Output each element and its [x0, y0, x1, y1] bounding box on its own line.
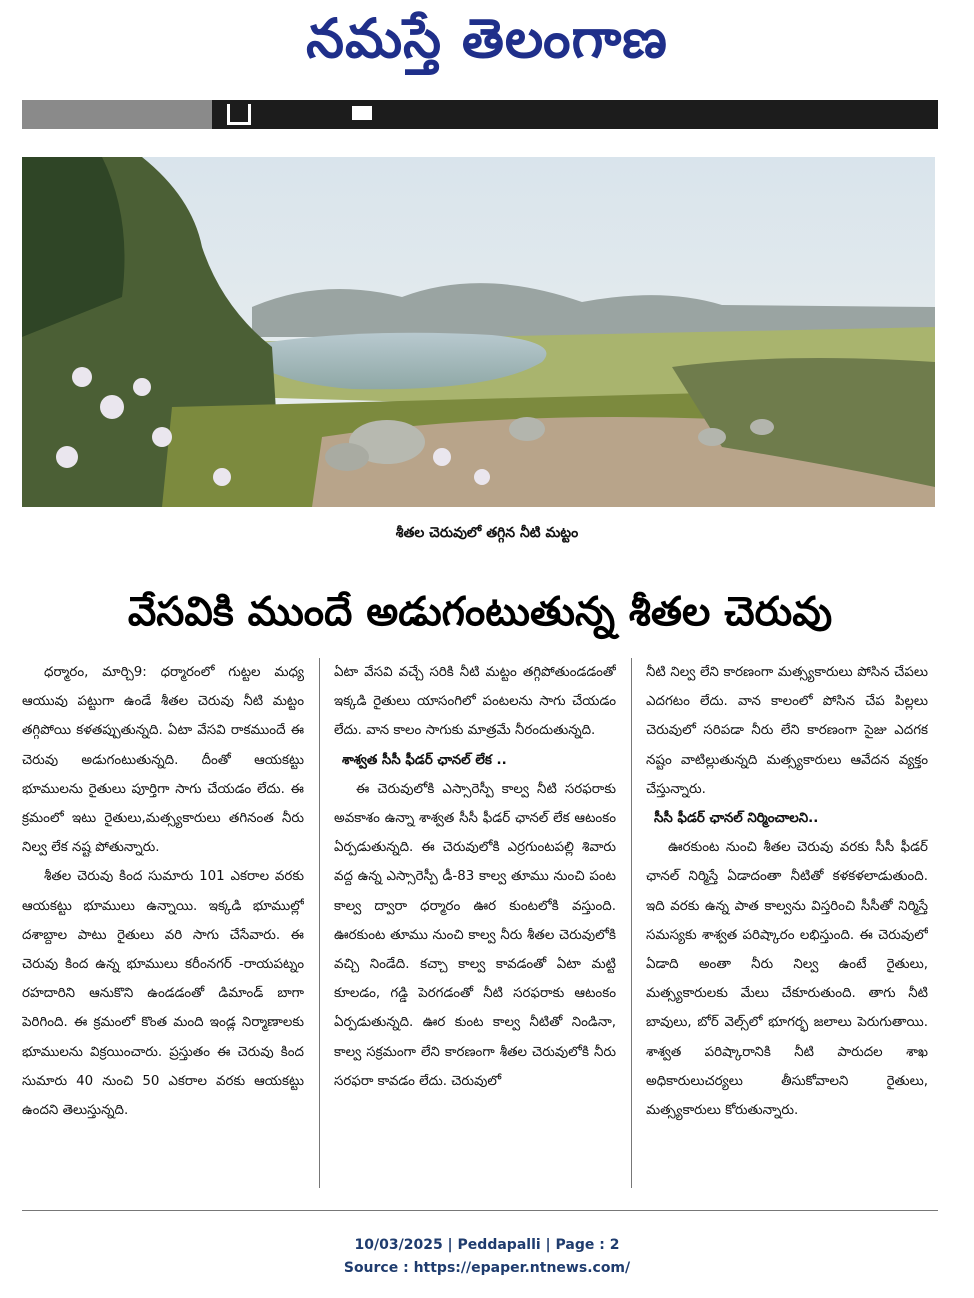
paragraph: నీటి నిల్వ లేని కారణంగా మత్స్యకారులు పోసిన చేపలు ఎదగటం లేదు. వాన కాలంలో పోసిన చేప పిల్లలు చెరువులో సరిపడా నీరు లేని కారణంగా సైజు ఎదగక నష్టం వాటిల్లుతున్నది మత్స్యకారులు ఆవేదన వ్యక్తం చేస్తున్నారు. — [646, 665, 928, 797]
footer-divider — [22, 1210, 938, 1211]
section-bar — [22, 100, 938, 129]
subheading: శాశ్వత సీసీ ఫీడర్ ఛానల్ లేక .. — [342, 752, 507, 768]
subheading: సీసీ ఫీడర్ ఛానల్ నిర్మించాలని.. — [654, 811, 819, 827]
newspaper-logo: నమస్తే తెలంగాణ — [306, 7, 668, 70]
source-link[interactable]: Source : https://epaper.ntnews.com/ — [343, 1260, 631, 1276]
paragraph: ఈ చెరువులోకి ఎస్సారెస్పీ కాల్వ నీటి సరఫరాకు అవకాశం ఉన్నా శాశ్వత సీసీ ఫీడర్ ఛానల్ లేక ఆటంకం ఏర్పడుతున్నది. ఈ చెరువులోకి ఎర్రగుంటపల్లి శివారు వద్ద ఉన్న ఎస్సారెస్పీ డీ-83 కాల్వ తూము నుంచి పంట కాల్వ ద్వారా ధర్మారం ఊర కుంటలోకి వస్తుంది. ఊరకుంట తూము నుంచి కాల్వ నీరు శీతల చెరువులోకి వచ్చి నిండేది. కచ్చా కాల్వ కావడంతో ఏటా మట్టి కూలడం, గడ్డి పెరగడంతో నీటి సరఫరాకు ఆటంకం ఏర్పడుతున్నది. ఊర కుంట కాల్వ నీటితో నిండినా, కాల్వ సక్రమంగా లేని కారణంగా శీతల చెరువులోకి నీరు సరఫరా కావడం లేదు. చెరువులో — [334, 781, 616, 1089]
article-body — [22, 658, 938, 1198]
masthead — [0, 0, 974, 80]
paragraph: ధర్మారం, మార్చి9: ధర్మారంలో గుట్టల మధ్య ఆయువు పట్టుగా ఉండే శీతల చెరువు నీటి మట్టం తగ్గిపోయి కళతప్పుతున్నది. ఏటా వేసవి రాకముందే ఈ చెరువు అడుగంటుతున్నది. దీంతో ఆయకట్టు భూములను రైతులు పూర్తిగా సాగు చేయడం లేదు. ఈ క్రమంలో ఇటు రైతులు,మత్స్యకారులు తగినంత నీరు నిల్వ లేక నష్ట పోతున్నారు. — [22, 665, 304, 856]
paragraph: శీతల చెరువు కింద సుమారు 101 ఎకరాల వరకు ఆయకట్టు భూములు ఉన్నాయి. ఇక్కడి భూముల్లో దశాబ్దాల పాటు రైతులు వరి సాగు చేసేవారు. ఈ చెరువు కింద ఉన్న భూములు కరీంనగర్ -రాయపట్నం రహదారిని ఆనుకొని ఉండడంతో డిమాండ్ బాగా పెరిగింది. ఈ క్రమంలో కొంత మంది ఇండ్ల నిర్మాణాలకు భూములను విక్రయించారు. ప్రస్తుతం ఈ చెరువు కింద సుమారు 40 నుంచి 50 ఎకరాల వరకు ఆయకట్టు ఉందని తెలుస్తున్నది. — [22, 869, 304, 1119]
edition-info: 10/03/2025 | Peddapalli | Page : 2 — [354, 1237, 620, 1253]
column-3 — [646, 658, 928, 1198]
section-glyph — [227, 104, 251, 125]
column-1 — [22, 658, 304, 1198]
section-bar-dark — [212, 100, 938, 129]
column-divider — [631, 658, 632, 1188]
paragraph: ఏటా వేసవి వచ్చే సరికి నీటి మట్టం తగ్గిపోతుండడంతో ఇక్కడి రైతులు యాసంగిలో పంటలను సాగు చేయడం లేదు. వాన కాలం సాగుకు మాత్రమే నీరందుతున్నది. — [334, 665, 616, 739]
column-divider — [319, 658, 320, 1188]
photo-caption: శీతల చెరువులో తగ్గిన నీటి మట్టం — [395, 525, 579, 541]
section-glyph-2 — [352, 106, 372, 120]
lake-photo — [22, 157, 935, 507]
column-2 — [334, 658, 616, 1198]
lake-photo-illustration — [22, 157, 935, 507]
article-headline: వేసవికి ముందే అడుగంటుతున్న శీతల చెరువు — [127, 589, 833, 635]
paragraph: ఊరకుంట నుంచి శీతల చెరువు వరకు సీసీ ఫీడర్ ఛానల్ నిర్మిస్తే ఏడాదంతా నీటితో కళకళలాడుతుంది. ఇది వరకు ఉన్న పాత కాల్వను విస్తరించి సీసీతో నిర్మిస్తే సమస్యకు శాశ్వత పరిష్కారం లభిస్తుంది. ఈ చెరువులో ఏడాది అంతా నీరు నిల్వ ఉంటే రైతులు, మత్స్యకారులకు మేలు చేకూరుతుంది. తాగు నీటి బావులు, బోర్ వెల్స్‌లో భూగర్భ జలాలు పెరుగుతాయి. శాశ్వత పరిష్కారానికి నీటి పారుదల శాఖ అధికారులుచర్యలు తీసుకోవాలని రైతులు, మత్స్యకారులు కోరుతున్నారు. — [646, 840, 928, 1119]
